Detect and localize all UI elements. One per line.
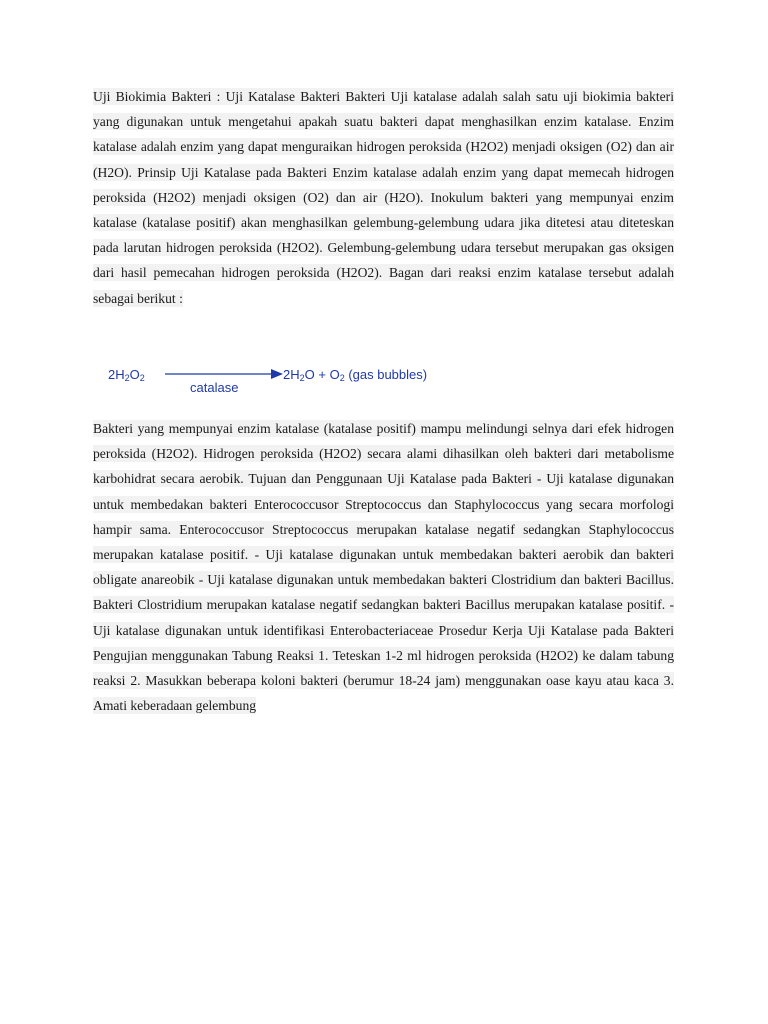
product-subscript-2: 2 <box>339 373 345 383</box>
reaction-catalyst-label: catalase <box>190 380 239 395</box>
paragraph-intro <box>93 84 674 311</box>
reaction-product <box>283 367 427 383</box>
paragraph-details <box>93 416 674 718</box>
product-prefix: 2H <box>283 367 300 382</box>
product-mid: O + O <box>304 367 340 382</box>
product-subscript-1: 2 <box>299 373 305 383</box>
catalase-reaction-diagram <box>108 360 528 400</box>
reactant-subscript-2: 2 <box>139 373 145 383</box>
reactant-mid: O <box>129 367 140 382</box>
paragraph-intro-text: Uji Biokimia Bakteri : Uji Katalase Bakteri Bakteri Uji katalase adalah salah satu uji biokimia bakteri yang digunakan untuk mengetahui apakah suatu bakteri dapat menghasilkan enzim katalase. Enzim katalase adalah enzim yang dapat menguraikan hidrogen peroksida (H2O2) menjadi oksigen (O2) dan air (H2O). Prinsip Uji Katalase pada Bakteri Enzim katalase adalah enzim yang dapat memecah hidrogen peroksida (H2O2) menjadi oksigen (O2) dan air (H2O). Inokulum bakteri yang mempunyai enzim katalase (katalase positif) akan menghasilkan gelembung-gelembung udara jika ditetesi atau diteteskan pada larutan hidrogen peroksida (H2O2). Gelembung-gelembung udara tersebut merupakan gas oksigen dari hasil pemecahan hidrogen peroksida (H2O2). Bagan dari reaksi enzim katalase tersebut adalah sebagai berikut : <box>93 89 674 306</box>
reactant-prefix: 2H <box>108 367 125 382</box>
reaction-reactant <box>108 367 145 383</box>
reactant-subscript-1: 2 <box>124 373 130 383</box>
paragraph-details-text: Bakteri yang mempunyai enzim katalase (katalase positif) mampu melindungi selnya dari efek hidrogen peroksida (H2O2). Hidrogen peroksida (H2O2) secara alami dihasilkan oleh bakteri dari metabolisme karbohidrat secara aerobik. Tujuan dan Penggunaan Uji Katalase pada Bakteri - Uji katalase digunakan untuk membedakan bakteri Enterococcusor Streptococcus dan Staphylococcus yang secara morfologi hampir sama. Enterococcusor Streptococcus merupakan katalase negatif sedangkan Staphylococcus merupakan katalase positif. - Uji katalase digunakan untuk membedakan bakteri aerobik dan bakteri obligate anareobik - Uji katalase digunakan untuk membedakan bakteri Clostridium dan bakteri Bacillus. Bakteri Clostridium merupakan katalase negatif sedangkan bakteri Bacillus merupakan katalase positif. - Uji katalase digunakan untuk identifikasi Enterobacteriaceae Prosedur Kerja Uji Katalase pada Bakteri Pengujian menggunakan Tabung Reaksi 1. Teteskan 1-2 ml hidrogen peroksida (H2O2) ke dalam tabung reaksi 2. Masukkan beberapa koloni bakteri (berumur 18-24 jam) menggunakan oase kayu atau kaca 3. Amati keberadaan gelembung <box>93 421 674 714</box>
product-suffix: (gas bubbles) <box>344 367 428 382</box>
